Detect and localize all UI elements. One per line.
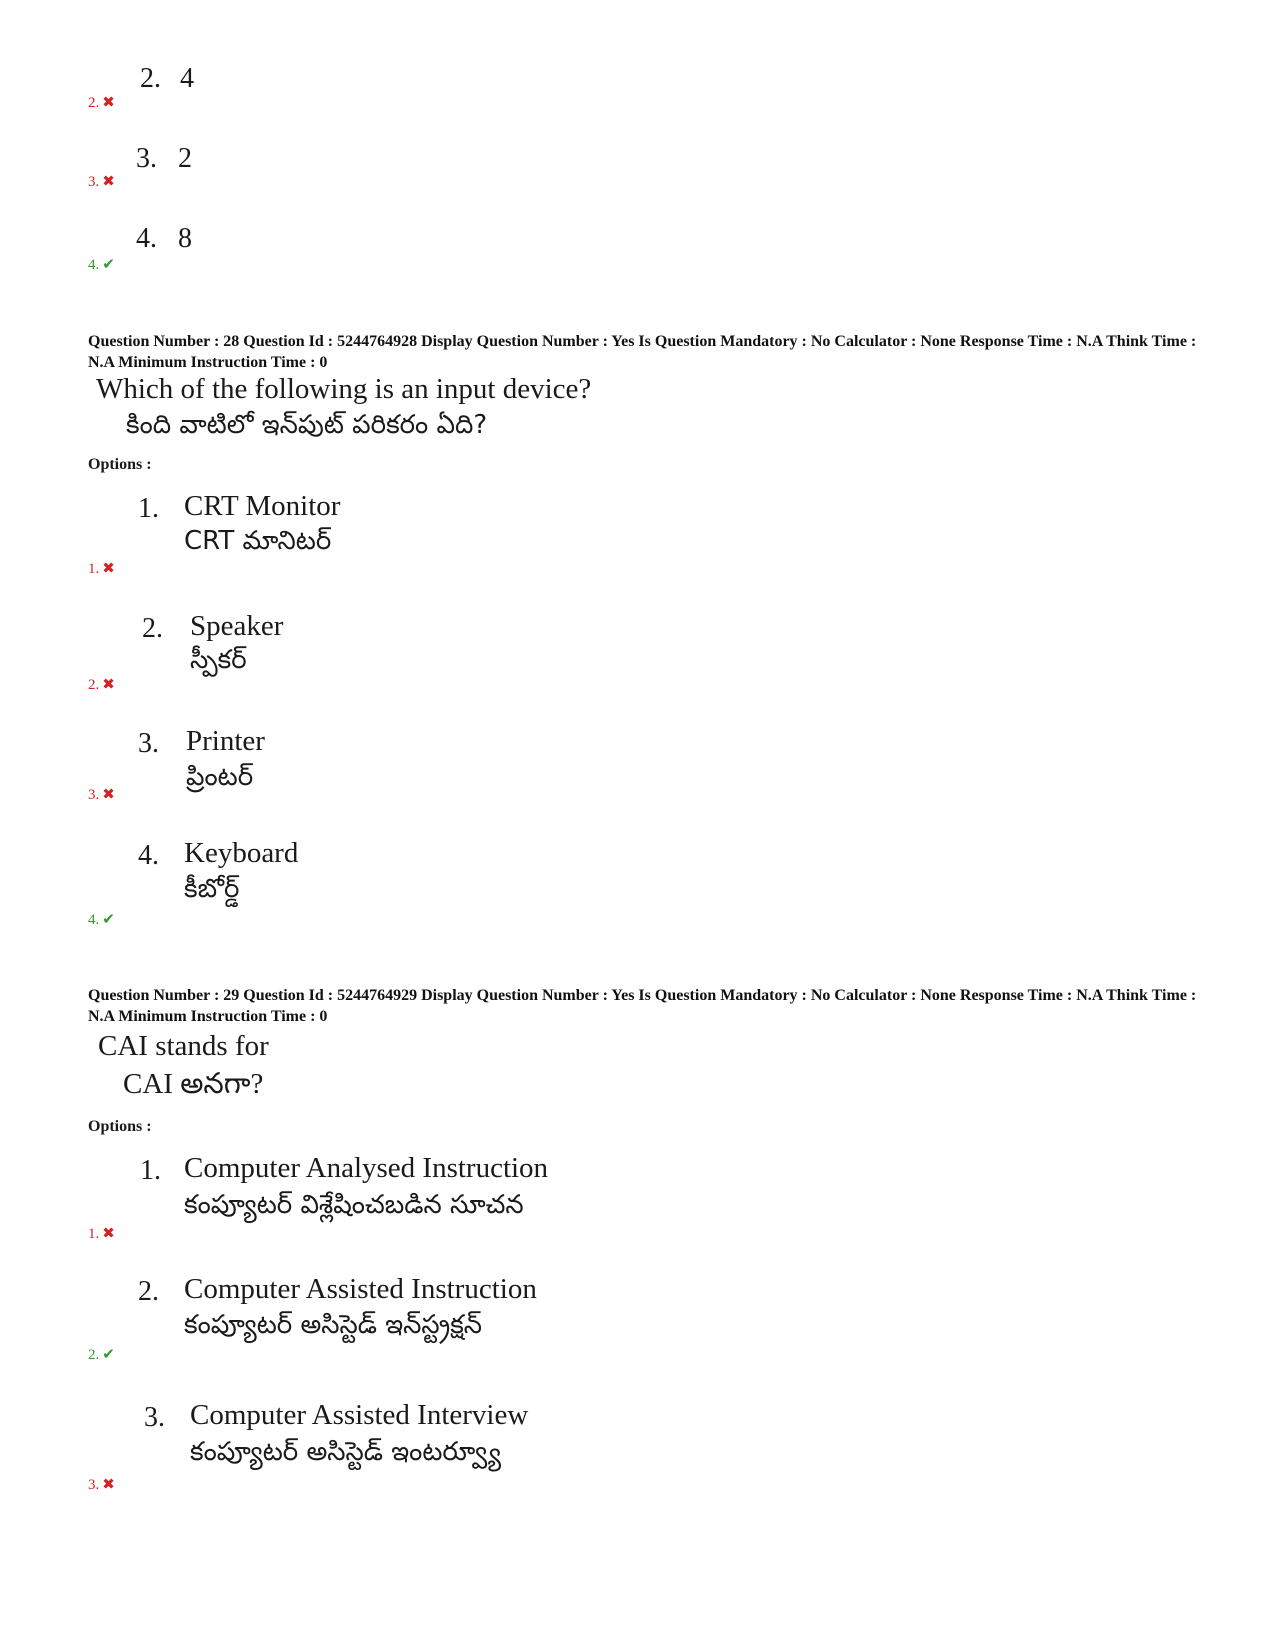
option-number: 2. (142, 613, 163, 644)
option-text-te: ప్రింటర్ (186, 762, 254, 792)
answer-marker-wrong: 1. ✖ (88, 559, 115, 577)
option-text-en: Printer (186, 725, 265, 757)
top-option-2 (140, 63, 194, 95)
cross-icon: ✖ (102, 1224, 115, 1242)
answer-marker-wrong: 3. ✖ (88, 172, 115, 190)
option-text-en: CRT Monitor (184, 490, 341, 522)
option-number: 4. (138, 840, 159, 871)
cross-icon: ✖ (102, 785, 115, 803)
option-text-te: కంప్యూటర్ అసిస్టెడ్ ఇన్‌స్ట్రక్షన్ (184, 1310, 483, 1340)
question-text-te: కింది వాటిలో ఇన్‌పుట్ పరికరం ఏది? (126, 410, 488, 440)
option-value: 2 (178, 143, 192, 174)
options-label: Options : (88, 456, 152, 473)
answer-marker-wrong: 2. ✖ (88, 93, 115, 111)
option-value: 4 (180, 63, 194, 94)
answer-marker-correct: 2. ✔ (88, 1345, 115, 1363)
question-text-en: CAI stands for (98, 1030, 269, 1062)
check-icon: ✔ (102, 910, 115, 928)
option-number: 2. (138, 1276, 159, 1307)
option-text-te: కంప్యూటర్ విశ్లేషించబడిన సూచన (184, 1190, 524, 1220)
option-text-en: Computer Assisted Interview (190, 1399, 529, 1431)
question-meta: Question Number : 29 Question Id : 5244764929 Display Question Number : Yes Is Question Mandatory : No Calculator : None Response Time : N.A Think Time : N.A Minimum Instruction Time : 0 (88, 987, 1197, 1025)
option-text-te: స్పీకర్ (190, 645, 247, 675)
option-number: 1. (140, 1155, 161, 1186)
question-meta: Question Number : 28 Question Id : 5244764928 Display Question Number : Yes Is Question Mandatory : No Calculator : None Response Time : N.A Think Time : N.A Minimum Instruction Time : 0 (88, 333, 1197, 371)
option-text-en: Keyboard (184, 837, 299, 869)
cross-icon: ✖ (102, 675, 115, 693)
option-text-en: Computer Assisted Instruction (184, 1273, 537, 1305)
option-number: 3. (138, 728, 159, 759)
option-value: 8 (178, 223, 192, 254)
question-text-en: Which of the following is an input device? (96, 373, 592, 405)
check-icon: ✔ (102, 255, 115, 273)
options-label: Options : (88, 1118, 152, 1135)
option-text-te: కంప్యూటర్ అసిస్టెడ్ ఇంటర్వ్యూ (190, 1437, 502, 1467)
option-text-en: Speaker (190, 610, 284, 642)
cross-icon: ✖ (102, 1475, 115, 1493)
option-text-te: కీబోర్డ్ (184, 874, 240, 904)
option-number: 4. (136, 223, 157, 254)
option-text-te: CRT మానిటర్ (184, 526, 332, 556)
cross-icon: ✖ (102, 93, 115, 111)
cross-icon: ✖ (102, 172, 115, 190)
answer-marker-correct: 4. ✔ (88, 255, 115, 273)
answer-marker-correct: 4. ✔ (88, 910, 115, 928)
option-number: 3. (144, 1402, 165, 1433)
top-option-3 (136, 143, 192, 175)
option-number: 2. (140, 63, 161, 94)
answer-marker-wrong: 2. ✖ (88, 675, 115, 693)
answer-marker-wrong: 3. ✖ (88, 1475, 115, 1493)
top-option-4 (136, 223, 192, 255)
option-number: 3. (136, 143, 157, 174)
answer-marker-wrong: 3. ✖ (88, 785, 115, 803)
cross-icon: ✖ (102, 559, 115, 577)
option-text-en: Computer Analysed Instruction (184, 1152, 549, 1184)
answer-marker-wrong: 1. ✖ (88, 1224, 115, 1242)
question-text-te: CAI అనగా? (123, 1068, 264, 1100)
option-number: 1. (138, 493, 159, 524)
check-icon: ✔ (102, 1345, 115, 1363)
